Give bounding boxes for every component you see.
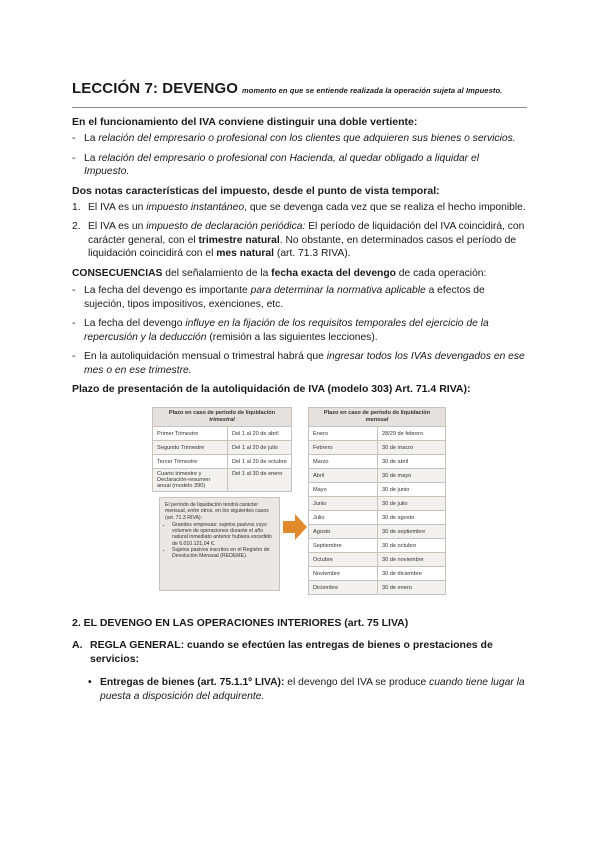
heading-bold: fecha exacta del devengo	[271, 267, 396, 279]
list-item	[72, 350, 527, 377]
table-cell: 28/29 de febrero	[378, 427, 446, 441]
title-divider	[72, 107, 527, 108]
header-text: Plazo en caso de período de liquidación	[323, 410, 431, 416]
table-row	[309, 427, 446, 441]
table-row	[153, 441, 292, 455]
title-subtitle: momento en que se entiende realizada la operación sujeta al Impuesto.	[242, 86, 503, 95]
dash-marker: -	[72, 152, 76, 164]
table-row	[309, 497, 446, 511]
item-text: REGLA GENERAL: cuando se efectúen las entregas de bienes o prestaciones de servicios:	[90, 639, 493, 665]
title-main: LECCIÓN 7: DEVENGO	[72, 80, 238, 97]
item-text: El IVA es un	[88, 201, 147, 213]
section2-heading: Dos notas características del impuesto, desde el punto de vista temporal:	[72, 184, 440, 197]
table-header	[309, 408, 446, 427]
monthly-note-box	[159, 497, 280, 591]
note-list	[165, 522, 274, 560]
table-cell: Del 1 al 20 de octubre	[228, 455, 292, 469]
dash-marker: -	[72, 285, 76, 296]
table-cell: Del 1 al 20 de abril	[228, 427, 292, 441]
note-bullet: • Grandes empresas: sujetos pasivos cuyo volumen de operaciones durante el año natural inmediato anterior hubiera excedido de 6.010.121,04 €.	[172, 522, 274, 547]
table-cell: Del 1 al 20 de julio	[228, 441, 292, 455]
list-item	[72, 152, 527, 179]
table-header	[153, 408, 292, 427]
item-italic: influye en la fijación de los requisitos temporales del ejercicio de la repercusión y la deducción	[84, 318, 489, 343]
table-cell: 30 de junio	[378, 483, 446, 497]
table-row	[309, 469, 446, 483]
item-text: (remisión a las siguientes lecciones).	[206, 331, 378, 343]
table-cell: 30 de octubre	[378, 539, 446, 553]
table-row	[309, 455, 446, 469]
table-row	[309, 539, 446, 553]
dash-marker: -	[72, 351, 76, 362]
document-page	[72, 80, 527, 703]
table-cell: Junio	[309, 497, 378, 511]
table-row	[309, 511, 446, 525]
table-row	[309, 553, 446, 567]
table-row	[309, 441, 446, 455]
table-cell: Abril	[309, 469, 378, 483]
item-text: el devengo del IVA se produce	[284, 677, 430, 688]
letter-marker: A.	[72, 639, 83, 651]
table-cell: 30 de diciembre	[378, 567, 446, 581]
number-marker: 2.	[72, 221, 81, 232]
section1-heading: En el funcionamiento del IVA conviene distinguir una doble vertiente:	[72, 116, 418, 128]
heading-text: de cada operación:	[395, 267, 487, 279]
item-bold: trimestre natural	[198, 234, 280, 246]
table-cell: 30 de julio	[378, 497, 446, 511]
table-cell: Enero	[309, 427, 378, 441]
header-subtext: mensual	[365, 417, 389, 423]
table-cell: 30 de marzo	[378, 441, 446, 455]
item-text: La fecha del devengo	[84, 318, 186, 329]
table-cell: 30 de enero	[378, 581, 446, 595]
table-cell: Primer Trimestre	[153, 427, 228, 441]
list-item	[72, 284, 527, 311]
table-cell: 30 de abril	[378, 455, 446, 469]
table-row	[153, 427, 292, 441]
table-cell: Mayo	[309, 483, 378, 497]
heading-bold: CONSECUENCIAS	[72, 267, 163, 279]
bullet-item	[72, 676, 527, 703]
section3-heading	[72, 267, 527, 281]
item-italic: relación del empresario o profesional con Hacienda, al quedar obligado a liquidar el Impuesto.	[84, 152, 479, 177]
table-cell: Noviembre	[309, 567, 378, 581]
table-cell: Julio	[309, 511, 378, 525]
table-cell: Tercer Trimestre	[153, 455, 228, 469]
item-text: La	[84, 152, 99, 164]
item-italic: para determinar la normativa aplicable	[250, 285, 426, 296]
bullet-marker: •	[88, 677, 92, 688]
dash-marker: -	[72, 318, 76, 329]
note-intro: El período de liquidación tendrá carácter mensual, entre otros, en los siguientes casos (art. 71.3 RIVA):	[165, 502, 269, 521]
number-marker: 1.	[72, 201, 81, 213]
table-cell: Febrero	[309, 441, 378, 455]
section4-heading: Plazo de presentación de la autoliquidación de IVA (modelo 303) Art. 71.4 RIVA):	[72, 383, 471, 395]
table-row	[309, 567, 446, 581]
lettered-item	[72, 639, 527, 666]
list-item	[72, 132, 527, 146]
item-text: , que se devenga cada vez que se realiza el hecho imponible.	[244, 201, 526, 213]
table-row	[309, 581, 446, 595]
item-text: El período de liquidación del IVA coincidirá, con carácter general, con el	[88, 221, 525, 246]
header-text: Plazo en caso de período de liquidación	[168, 410, 276, 416]
item-text: La	[84, 133, 99, 144]
table-cell: Segundo Trimestre	[153, 441, 228, 455]
item-text: El IVA es un	[88, 221, 147, 232]
item-bold: Entregas de bienes (art. 75.1.1º LIVA):	[100, 677, 285, 688]
table-cell: 30 de septiembre	[378, 525, 446, 539]
table-cell: Del 1 al 30 de enero	[228, 469, 292, 492]
table-row	[309, 525, 446, 539]
item-italic: cuando tiene lugar la puesta a disposición del adquirente.	[100, 677, 525, 702]
list-item	[72, 317, 527, 344]
item-text: En la autoliquidación mensual o trimestral habrá que	[84, 351, 327, 362]
item-italic: impuesto de declaración periódica:	[146, 221, 306, 232]
table-cell: Diciembre	[309, 581, 378, 595]
dash-marker: -	[72, 133, 76, 144]
table-cell: 30 de noviembre	[378, 553, 446, 567]
arrow-right-icon	[283, 514, 307, 540]
item-text: a efectos de sujeción, tipos impositivos, exenciones, etc.	[84, 285, 485, 310]
table-row	[153, 469, 292, 492]
table-cell: Octubre	[309, 553, 378, 567]
table-cell: Septiembre	[309, 539, 378, 553]
table-cell: 30 de agosto	[378, 511, 446, 525]
numbered-item	[72, 201, 527, 215]
item-text: La fecha del devengo es importante	[84, 285, 251, 296]
item-bold: mes natural	[216, 248, 275, 259]
note-bullet: • Sujetos pasivos inscritos en el Registro de Devolución Mensual (REDEME).	[172, 547, 274, 560]
table-cell: Cuarto trimestre y Declaración-resumen anual (modelo 390)	[153, 469, 228, 492]
table-row	[309, 483, 446, 497]
section5-heading: 2. EL DEVENGO EN LAS OPERACIONES INTERIORES (art. 75 LIVA)	[72, 617, 409, 629]
table-cell: Agosto	[309, 525, 378, 539]
numbered-item	[72, 220, 527, 261]
table-cell: 30 de mayo	[378, 469, 446, 483]
deadlines-figure	[72, 407, 527, 605]
heading-text: del señalamiento de la	[162, 267, 272, 279]
item-italic: relación del empresario o profesional con los clientes que adquieren sus bienes o servicios.	[98, 133, 516, 144]
table-trimestral	[152, 407, 292, 492]
item-italic: ingresar todos los IVAs devengados en ese mes o en ese trimestre.	[84, 351, 525, 376]
item-text: . No obstante, en determinados casos el período de liquidación coincidirá con el	[88, 234, 517, 259]
table-mensual	[308, 407, 446, 595]
header-subtext: trimestral	[209, 417, 235, 423]
item-italic: impuesto instantáneo	[146, 201, 245, 213]
table-cell: Marzo	[309, 455, 378, 469]
page-title	[72, 80, 527, 97]
table-row	[153, 455, 292, 469]
item-text: (art. 71.3 RIVA).	[274, 248, 351, 259]
